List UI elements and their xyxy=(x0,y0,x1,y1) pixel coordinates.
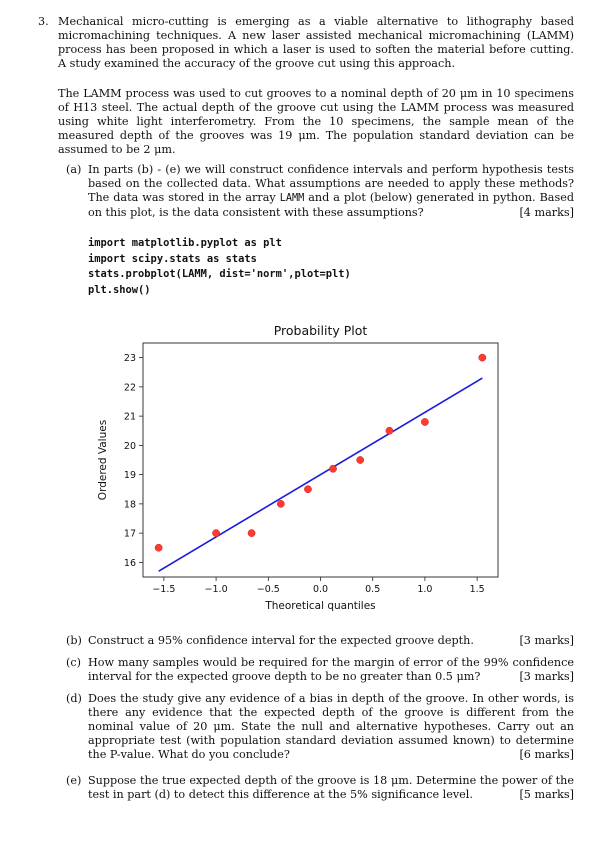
chart-title: Probability Plot xyxy=(273,323,368,338)
part-b-text: Construct a 95% confidence interval for the expected groove depth. xyxy=(88,634,474,647)
data-point xyxy=(212,530,219,537)
question-intro: Mechanical micro-cutting is emerging as a viable alternative to lithography based micromachining techniques. A new laser assisted mechanical micromachining (LAMM) process has been proposed in which a laser is used to soften the material before cutting. A study examined the accuracy of the groove cut using this approach. xyxy=(58,15,574,70)
plot-frame xyxy=(143,343,498,577)
part-e-marks: [5 marks] xyxy=(519,788,574,801)
part-b-label: (b) xyxy=(66,634,82,647)
code-line: import matplotlib.pyplot as plt xyxy=(88,237,282,249)
probability-plot xyxy=(60,315,530,615)
y-tick-label: 16 xyxy=(123,557,136,569)
data-point xyxy=(386,427,393,434)
part-d-label: (d) xyxy=(66,692,82,705)
code-line: import scipy.stats as stats xyxy=(88,252,257,265)
part-c xyxy=(66,656,574,684)
data-point xyxy=(248,530,255,537)
x-axis-label: Theoretical quantiles xyxy=(265,600,376,612)
x-tick-label: 1.0 xyxy=(417,584,433,595)
part-a-marks: [4 marks] xyxy=(519,206,574,219)
code-line: plt.show() xyxy=(88,283,151,296)
y-tick-label: 20 xyxy=(123,440,136,452)
y-tick-label: 19 xyxy=(123,470,136,482)
data-point xyxy=(421,418,428,425)
y-axis-label: Ordered Values xyxy=(97,419,109,501)
part-c-label: (c) xyxy=(66,656,81,669)
x-tick-label: 0.5 xyxy=(365,584,381,595)
part-b-marks: [3 marks] xyxy=(519,634,574,647)
part-d-marks: [6 marks] xyxy=(519,748,574,761)
part-d xyxy=(66,692,574,762)
part-a-text-after: and a plot (below) generated in python. Based on this plot, is the data consistent with these assumptions? xyxy=(88,191,574,219)
part-c-marks: [3 marks] xyxy=(519,670,574,683)
y-tick-label: 17 xyxy=(123,528,136,540)
fit-line xyxy=(159,378,483,571)
x-tick-label: 0.0 xyxy=(312,584,329,595)
y-tick-label: 23 xyxy=(123,353,136,365)
y-tick-label: 22 xyxy=(123,382,136,394)
part-a-code-word: LAMM xyxy=(279,193,305,204)
data-point xyxy=(155,544,162,551)
x-tick-label: −1.5 xyxy=(152,584,176,595)
data-point xyxy=(357,456,364,463)
part-b xyxy=(66,634,574,648)
x-tick-label: −1.0 xyxy=(204,584,228,595)
data-point xyxy=(304,486,311,493)
part-a-label: (a) xyxy=(66,163,82,176)
part-e-text: Suppose the true expected depth of the groove is 18 μm. Determine the power of the test in part (d) to detect this difference at the 5% significance level. xyxy=(88,774,574,801)
part-d-text: Does the study give any evidence of a bias in depth of the groove. In other words, is there any evidence that the expected depth of the groove is different from the nominal value of 20 μm. State the null and alternative hypotheses. Carry out an appropriate test (with population standard deviation assumed known) to determine the P-value. What do you conclude? xyxy=(88,692,574,761)
data-point xyxy=(277,500,284,507)
x-tick-label: −0.5 xyxy=(256,584,280,595)
code-line: stats.probplot(LAMM, dist='norm',plot=plt) xyxy=(88,268,351,280)
x-tick-label: 1.5 xyxy=(469,584,485,595)
part-e-label: (e) xyxy=(66,774,82,787)
part-a-text-before: In parts (b) - (e) we will construct confidence intervals and perform hypothesis tests based on the collected data. What assumptions are needed to apply these methods? The data was stored in the array xyxy=(88,163,574,204)
question-setup: The LAMM process was used to cut grooves to a nominal depth of 20 μm in 10 specimens of H13 steel. The actual depth of the groove cut using the LAMM process was measured using white light interferometry. From the 10 specimens, the sample mean of the measured depth of the grooves was 19 μm. The population standard deviation can be assumed to be 2 μm. xyxy=(58,87,574,156)
y-tick-label: 21 xyxy=(123,411,136,423)
data-point xyxy=(329,465,336,472)
y-tick-label: 18 xyxy=(123,499,136,511)
question-number: 3. xyxy=(38,15,49,28)
part-c-text: How many samples would be required for the margin of error of the 99% confidence interval for the expected groove depth to be no greater than 0.5 μm? xyxy=(88,656,574,683)
data-point xyxy=(479,354,486,361)
part-a xyxy=(66,163,574,220)
part-e xyxy=(66,774,574,802)
code-block xyxy=(88,236,351,298)
